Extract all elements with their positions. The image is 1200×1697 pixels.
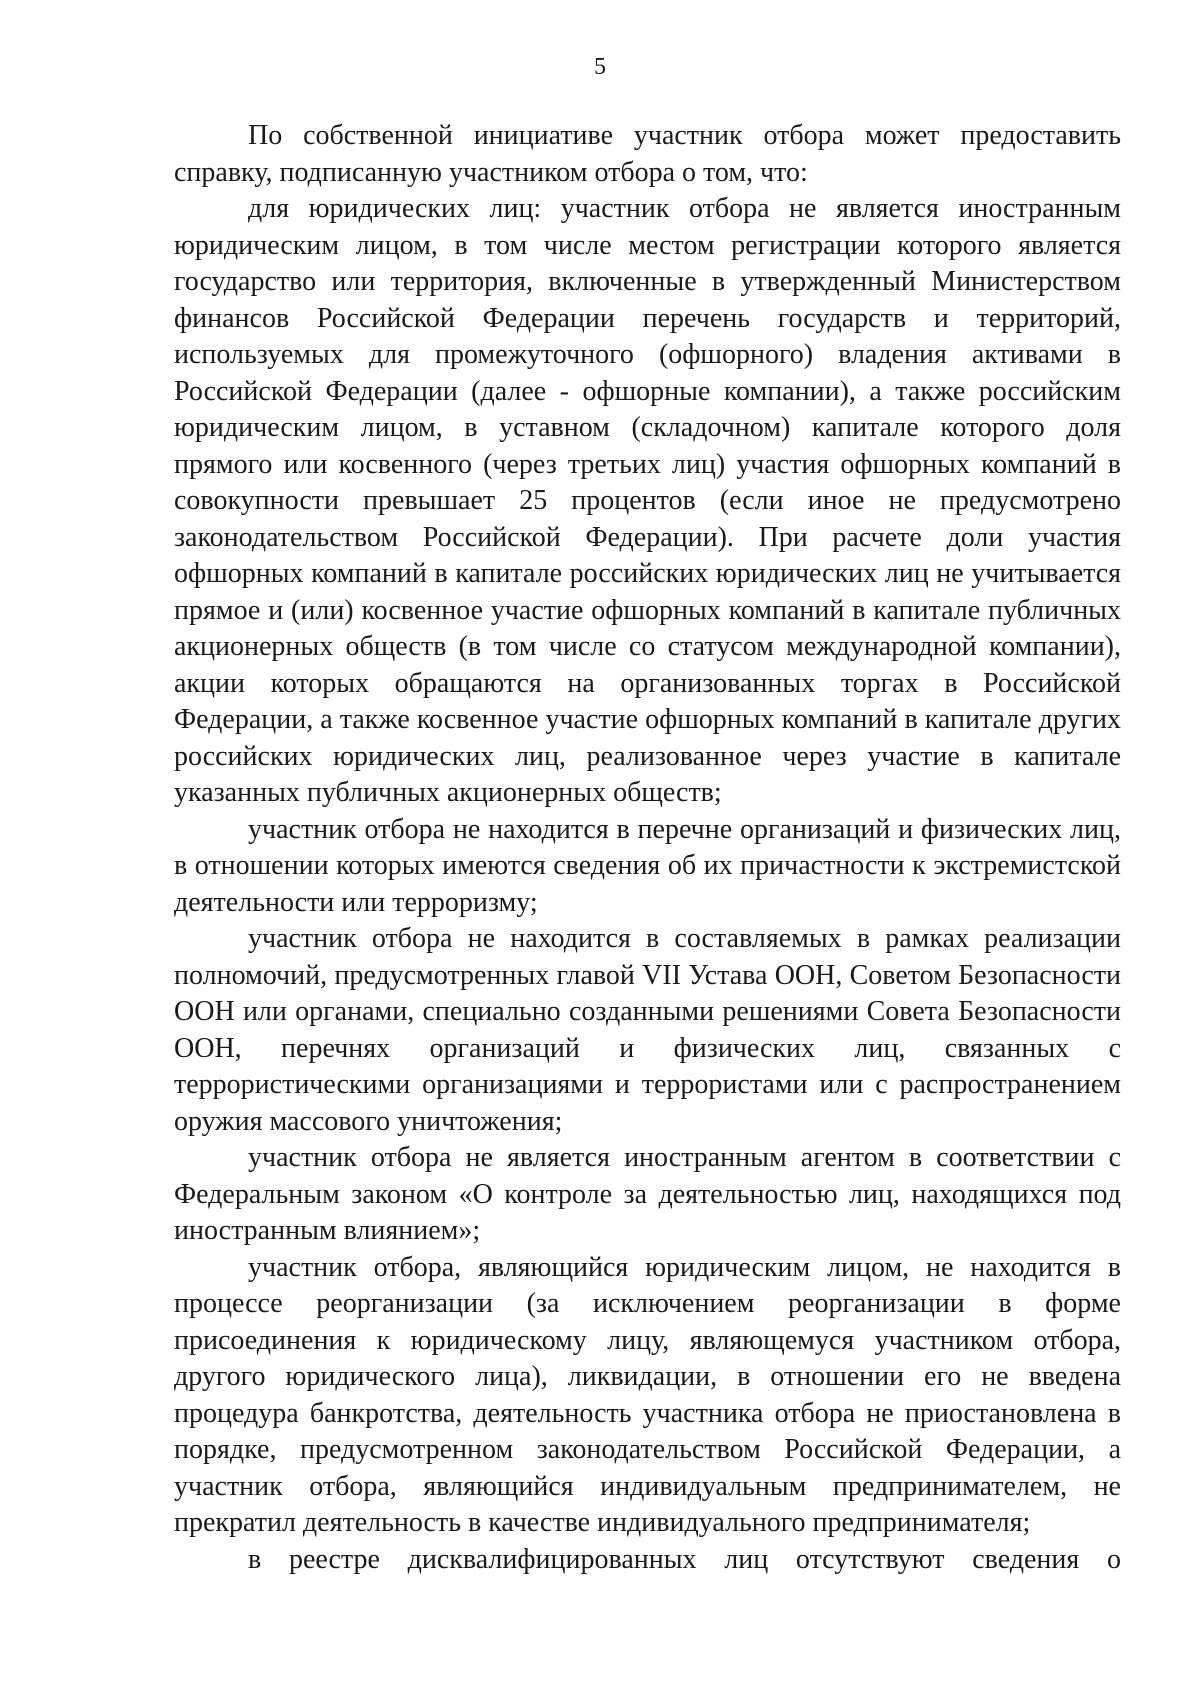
paragraph-reorganization-liquidation: участник отбора, являющийся юридическим лицом, не находится в процессе реорганизации (за исключением реорганизации в форме присоединения к юридическому лицу, являющемуся участником отбора, другого юридического лица), ликвидации, в отношении его не введена процедура банкротства, деятельность участника отбора не приостановлена в порядке, предусмотренном законодательством Российской Федерации, а участник отбора, являющийся индивидуальным предпринимателем, не прекратил деятельность в качестве индивидуального предпринимателя;: [174, 1251, 1121, 1538]
paragraph-disqualified-persons-registry: в реестре дисквалифицированных лиц отсутствуют сведения о: [248, 1543, 1121, 1575]
paragraph-un-security-council-lists: участник отбора не находится в составляемых в рамках реализации полномочий, предусмотренных главой VII Устава ООН, Советом Безопасности ООН или органами, специально созданными решениями Совета Безопасности ООН, перечнях организаций и физических лиц, связанных с террористическими организациями и террористами или с распространением оружия массового уничтожения;: [174, 923, 1121, 1137]
paragraph-foreign-agent: участник отбора не является иностранным агентом в соответствии с Федеральным законом «О контроле за деятельностью лиц, находящихся под иностранным влиянием»;: [174, 1142, 1121, 1246]
paragraph-voluntary-certificate: По собственной инициативе участник отбора может предоставить справку, подписанную участником отбора о том, что:: [174, 120, 1121, 188]
paragraph-extremism-list: участник отбора не находится в перечне организаций и физических лиц, в отношении которых имеются сведения об их причастности к экстремистской деятельности или терроризму;: [174, 813, 1121, 918]
page-number: 5: [594, 54, 606, 80]
paragraph-legal-entities-offshore: для юридических лиц: участник отбора не является иностранным юридическим лицом, в том числе местом регистрации которого является государство или территория, включенные в утвержденный Министерством финансов Российской Федерации перечень государств и территорий, используемых для промежуточного (офшорного) владения активами в Российской Федерации (далее - офшорные компании), а также российским юридическим лицом, в уставном (складочном) капитале которого доля прямого или косвенного (через третьих лиц) участия офшорных компаний в совокупности превышает 25 процентов (если иное не предусмотрено законодательством Российской Федерации). При расчете доли участия офшорных компаний в капитале российских юридических лиц не учитывается прямое и (или) косвенное участие офшорных компаний в капитале публичных акционерных обществ (в том числе со статусом международной компании), акции которых обращаются на организованных торгах в Российской Федерации, а также косвенное участие офшорных компаний в капитале других российских юридических лиц, реализованное через участие в капитале указанных публичных акционерных обществ;: [174, 193, 1121, 808]
document-body: [174, 118, 1121, 1578]
